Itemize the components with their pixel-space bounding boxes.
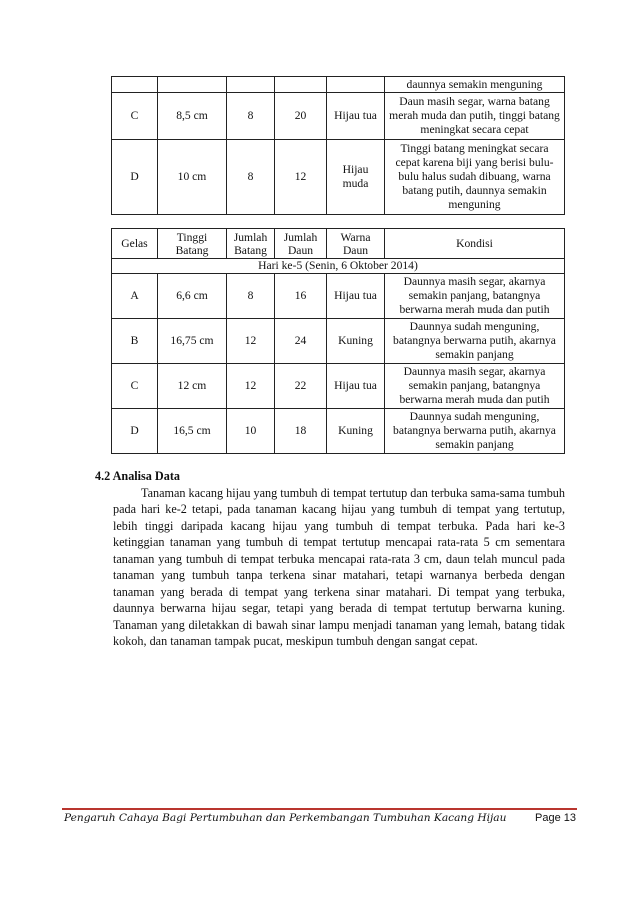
stem-count-cell: 12 xyxy=(227,319,275,364)
glass-cell: C xyxy=(112,364,158,409)
leaf-color-cell: Hijau tua xyxy=(327,274,385,319)
glass-cell: A xyxy=(112,274,158,319)
leaf-color-cell: Hijau tua xyxy=(327,93,385,140)
day-label-row xyxy=(112,259,565,274)
glass-cell: B xyxy=(112,319,158,364)
leaf-count-cell: 22 xyxy=(275,364,327,409)
table-row xyxy=(112,409,565,454)
stem-height-cell: 8,5 cm xyxy=(158,93,227,140)
stem-count-cell: 10 xyxy=(227,409,275,454)
stem-count-cell: 8 xyxy=(227,274,275,319)
condition-cell: Daunnya sudah menguning, batangnya berwarna putih, akarnya semakin panjang xyxy=(385,409,565,454)
condition-cell: Daun masih segar, warna batang merah muda dan putih, tinggi batang meningkat secara cepat xyxy=(385,93,565,140)
analysis-section xyxy=(95,468,565,650)
table-row xyxy=(112,93,565,140)
condition-cell: Daunnya masih segar, akarnya semakin panjang, batangnya berwarna merah muda dan putih xyxy=(385,364,565,409)
leaf-count-cell: 12 xyxy=(275,140,327,215)
stem-height-cell: 10 cm xyxy=(158,140,227,215)
table-row xyxy=(112,319,565,364)
stem-count-cell: 8 xyxy=(227,93,275,140)
leaf-count-cell: 16 xyxy=(275,274,327,319)
stem-count-cell: 12 xyxy=(227,364,275,409)
table-cell xyxy=(227,77,275,93)
header-jumlah-daun: Jumlah Daun xyxy=(275,229,327,259)
page-number: Page 13 xyxy=(535,812,576,824)
footer-divider xyxy=(62,808,577,810)
condition-cell: Tinggi batang meningkat secara cepat karena biji yang berisi bulu-bulu halus sudah dibuang, warna batang putih, daunnya semakin menguning xyxy=(385,140,565,215)
header-jumlah-batang: Jumlah Batang xyxy=(227,229,275,259)
table-cell xyxy=(275,77,327,93)
table-cell xyxy=(158,77,227,93)
stem-height-cell: 16,5 cm xyxy=(158,409,227,454)
condition-cell: daunnya semakin menguning xyxy=(385,77,565,93)
leaf-color-cell: Hijau muda xyxy=(327,140,385,215)
header-warna-daun: Warna Daun xyxy=(327,229,385,259)
observation-table-day-5 xyxy=(111,228,565,454)
leaf-color-cell: Kuning xyxy=(327,319,385,364)
observation-table-continued xyxy=(111,76,565,215)
table-row xyxy=(112,274,565,319)
leaf-count-cell: 24 xyxy=(275,319,327,364)
glass-cell: D xyxy=(112,140,158,215)
table-cell xyxy=(327,77,385,93)
stem-count-cell: 8 xyxy=(227,140,275,215)
glass-cell: C xyxy=(112,93,158,140)
stem-height-cell: 12 cm xyxy=(158,364,227,409)
stem-height-cell: 6,6 cm xyxy=(158,274,227,319)
table-header-row xyxy=(112,229,565,259)
condition-cell: Daunnya sudah menguning, batangnya berwarna putih, akarnya semakin panjang xyxy=(385,319,565,364)
leaf-count-cell: 20 xyxy=(275,93,327,140)
stem-height-cell: 16,75 cm xyxy=(158,319,227,364)
glass-cell: D xyxy=(112,409,158,454)
leaf-color-cell: Hijau tua xyxy=(327,364,385,409)
table-row xyxy=(112,77,565,93)
header-gelas: Gelas xyxy=(112,229,158,259)
table-cell xyxy=(112,77,158,93)
footer-document-title: Pengaruh Cahaya Bagi Pertumbuhan dan Perkembangan Tumbuhan Kacang Hijau xyxy=(64,812,507,824)
leaf-count-cell: 18 xyxy=(275,409,327,454)
header-kondisi: Kondisi xyxy=(385,229,565,259)
leaf-color-cell: Kuning xyxy=(327,409,385,454)
table-row xyxy=(112,140,565,215)
condition-cell: Daunnya masih segar, akarnya semakin panjang, batangnya berwarna merah muda dan putih xyxy=(385,274,565,319)
table-row xyxy=(112,364,565,409)
section-title: 4.2 Analisa Data xyxy=(95,469,180,483)
day-label: Hari ke-5 (Senin, 6 Oktober 2014) xyxy=(112,259,565,274)
header-tinggi-batang: Tinggi Batang xyxy=(158,229,227,259)
section-body: Tanaman kacang hijau yang tumbuh di tempat tertutup dan terbuka sama-sama tumbuh pada hari ke-2 tetapi, pada tanaman kacang hijau yang tumbuh di tempat yang tertutup, lebih tinggi daripada kacang hijau yang tumbuh di tempat terbuka. Pada hari ke-3 ketinggian tanaman yang tumbuh di tempat tertutup mencapai rata-rata 5 cm sementara tanaman yang tumbuh di tempat terbuka mencapai rata-rata 3 cm, daun telah muncul pada tanaman yang tumbuh tanpa terkena sinar matahari, tetapi warnanya berbeda dengan tanaman yang berada di tempat yang terkena sinar matahari. Di tempat yang terbuka, daunnya berwarna hijau segar, tetapi yang berada di tempat tertutup berwarna kuning. Tanaman yang diletakkan di bawah sinar lampu menjadi tanaman yang lemah, batang tidak kokoh, dan tanaman tampak pucat, meskipun tumbuh dengan sangat cepat. xyxy=(113,485,565,648)
